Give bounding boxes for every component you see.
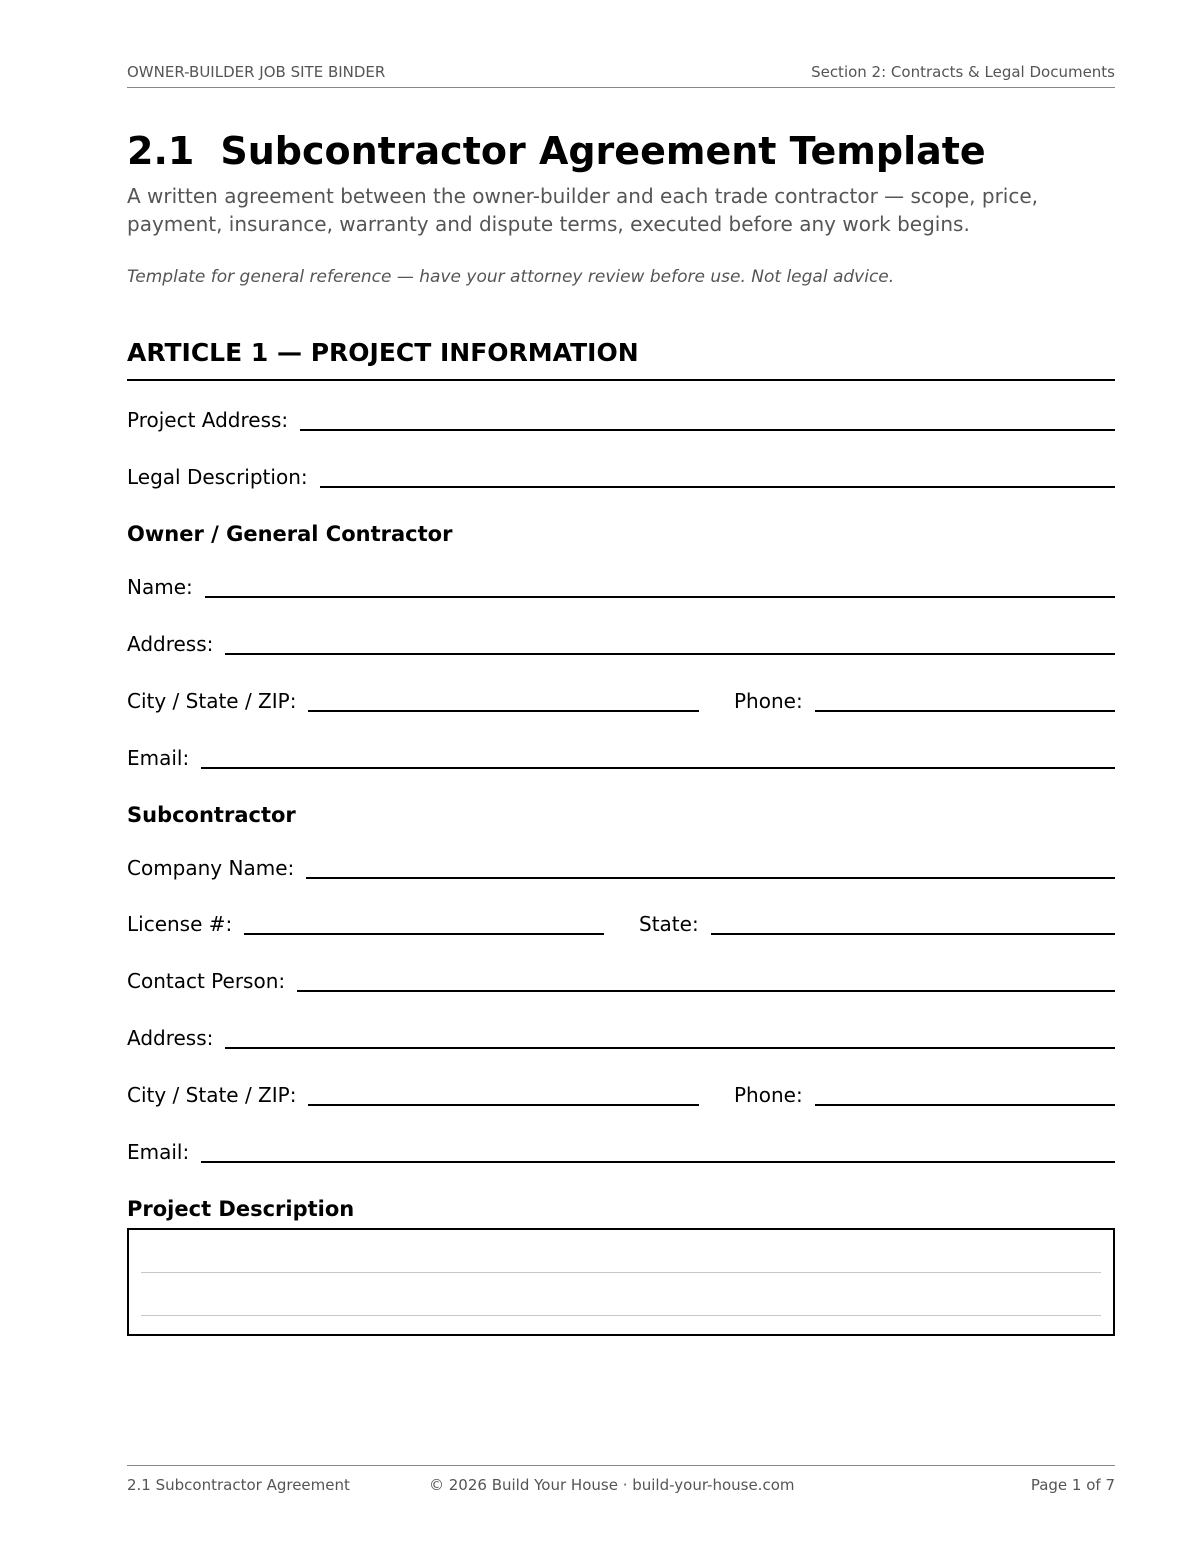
sub-city-field[interactable] [127, 1082, 699, 1108]
sub-address-label: Address: [127, 1026, 214, 1050]
article-1-heading: ARTICLE 1 — PROJECT INFORMATION [127, 336, 1115, 381]
sub-company-label: Company Name: [127, 856, 295, 880]
owner-city-input-line[interactable] [308, 710, 699, 712]
sub-license-label: License #: [127, 912, 233, 936]
sub-license-field[interactable] [127, 911, 604, 937]
sub-license-input-line[interactable] [244, 933, 604, 935]
ruled-line [141, 1315, 1101, 1316]
owner-address-field[interactable] [127, 631, 1115, 657]
page-title [127, 126, 986, 176]
subcontractor-section-heading: Subcontractor [127, 803, 296, 827]
project-address-label: Project Address: [127, 408, 289, 432]
owner-section-heading: Owner / General Contractor [127, 522, 453, 546]
sub-phone-input-line[interactable] [815, 1104, 1115, 1106]
legal-description-input-line[interactable] [320, 486, 1115, 488]
owner-name-input-line[interactable] [205, 596, 1115, 598]
footer-copyright: © 2026 Build Your House · build-your-house.com [429, 1476, 795, 1494]
title-number: 2.1 [127, 129, 195, 173]
owner-city-field[interactable] [127, 688, 699, 714]
project-description-textarea[interactable] [127, 1228, 1115, 1336]
owner-phone-label: Phone: [734, 689, 803, 713]
owner-address-label: Address: [127, 632, 214, 656]
sub-contact-label: Contact Person: [127, 969, 286, 993]
legal-description-field[interactable] [127, 464, 1115, 490]
sub-email-input-line[interactable] [201, 1161, 1115, 1163]
sub-state-field[interactable] [639, 911, 1115, 937]
header-binder-title: OWNER-BUILDER JOB SITE BINDER [127, 63, 386, 81]
title-text: Subcontractor Agreement Template [220, 129, 986, 173]
sub-state-label: State: [639, 912, 699, 936]
page-subtitle: A written agreement between the owner-builder and each trade contractor — scope, price, payment, insurance, warranty and dispute terms, executed before any work begins. [127, 184, 1039, 236]
legal-disclaimer: Template for general reference — have your attorney review before use. Not legal advice. [127, 267, 895, 287]
sub-city-label: City / State / ZIP: [127, 1083, 297, 1107]
owner-phone-input-line[interactable] [815, 710, 1115, 712]
owner-email-input-line[interactable] [201, 767, 1115, 769]
sub-address-field[interactable] [127, 1025, 1115, 1051]
sub-city-input-line[interactable] [308, 1104, 699, 1106]
sub-address-input-line[interactable] [225, 1047, 1115, 1049]
owner-email-field[interactable] [127, 745, 1115, 771]
footer-document-name: 2.1 Subcontractor Agreement [127, 1476, 350, 1494]
sub-email-field[interactable] [127, 1139, 1115, 1165]
sub-phone-label: Phone: [734, 1083, 803, 1107]
owner-address-input-line[interactable] [225, 653, 1115, 655]
sub-contact-field[interactable] [127, 968, 1115, 994]
sub-email-label: Email: [127, 1140, 190, 1164]
owner-name-field[interactable] [127, 574, 1115, 600]
owner-city-label: City / State / ZIP: [127, 689, 297, 713]
owner-phone-field[interactable] [734, 688, 1115, 714]
owner-email-label: Email: [127, 746, 190, 770]
footer-page-number: Page 1 of 7 [1030, 1476, 1115, 1494]
project-address-field[interactable] [127, 407, 1115, 433]
sub-phone-field[interactable] [734, 1082, 1115, 1108]
running-header [127, 62, 1115, 88]
project-description-heading: Project Description [127, 1197, 355, 1221]
ruled-line [141, 1272, 1101, 1273]
running-footer [127, 1465, 1115, 1494]
legal-description-label: Legal Description: [127, 465, 308, 489]
document-page [127, 0, 1115, 1553]
owner-name-label: Name: [127, 575, 193, 599]
sub-contact-input-line[interactable] [297, 990, 1115, 992]
sub-company-input-line[interactable] [306, 877, 1115, 879]
sub-state-input-line[interactable] [711, 933, 1115, 935]
project-address-input-line[interactable] [300, 429, 1115, 431]
header-section-title: Section 2: Contracts & Legal Documents [811, 63, 1115, 81]
sub-company-field[interactable] [127, 855, 1115, 881]
